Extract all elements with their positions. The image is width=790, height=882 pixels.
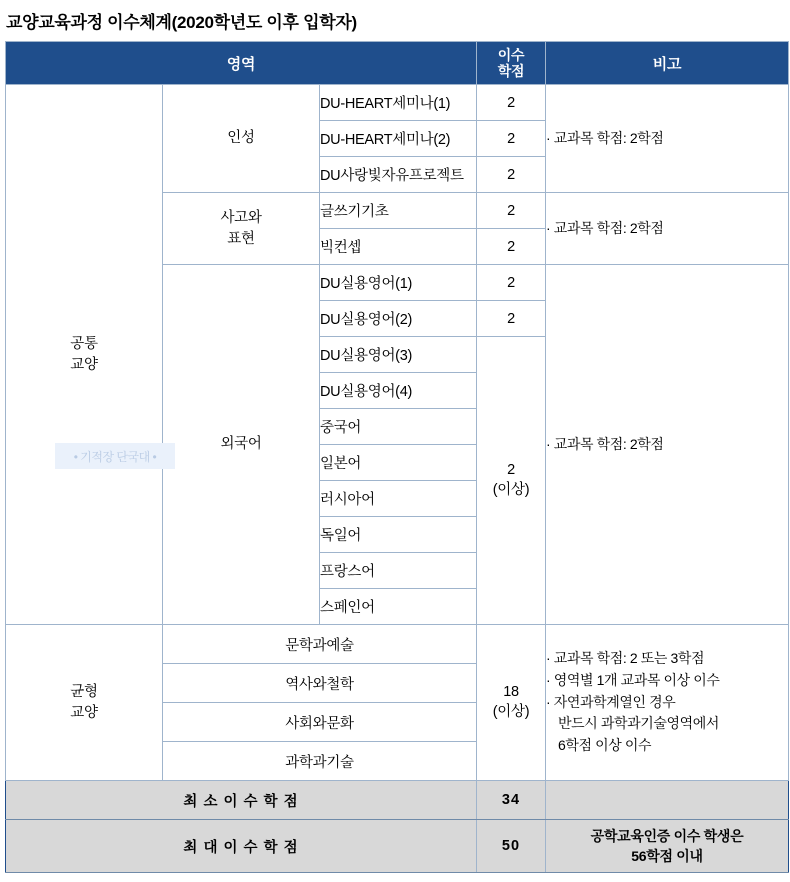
summary-remark-line2: 56학점 이내: [631, 848, 703, 864]
course-credit: 2: [477, 193, 546, 229]
table-header-row: [6, 42, 789, 85]
course-name: DU실용영어(4): [320, 373, 477, 409]
column-header-credit: [477, 42, 546, 85]
course-name: DU실용영어(1): [320, 265, 477, 301]
category-balanced-liberal-arts: [6, 625, 163, 781]
summary-remark: [546, 820, 789, 873]
column-header-area: 영역: [6, 42, 477, 85]
group-credit-line1: 2: [507, 461, 515, 478]
course-name: DU사랑빛자유프로젝트: [320, 157, 477, 193]
remark-balanced: [546, 625, 789, 781]
summary-row-maximum: [6, 820, 789, 873]
group-credit-line1: 18: [503, 683, 519, 700]
course-name: 독일어: [320, 517, 477, 553]
subcategory-foreign-language: 외국어: [163, 265, 320, 625]
course-name: 프랑스어: [320, 553, 477, 589]
course-credit: 2: [477, 121, 546, 157]
column-header-remark: 비고: [546, 42, 789, 85]
remark-thinking-expression: · 교과목 학점: 2학점: [546, 193, 789, 265]
group-credit-foreign-language: [477, 337, 546, 625]
course-name: 역사와철학: [163, 664, 477, 703]
course-name: DU실용영어(3): [320, 337, 477, 373]
remark-line: 6학점 이상 이수: [558, 737, 652, 754]
course-name: 중국어: [320, 409, 477, 445]
course-name: 과학과기술: [163, 742, 477, 781]
remark-line: · 영역별 1개 교과목 이상 이수: [546, 671, 720, 688]
summary-label: 최 대 이 수 학 점: [6, 820, 477, 873]
column-header-credit-line1: 이수: [497, 46, 525, 63]
course-name: 사회와문화: [163, 703, 477, 742]
group-credit-balanced: [477, 625, 546, 781]
table-row: [6, 625, 789, 664]
subcategory-thinking-line2: 표현: [227, 230, 255, 247]
category-common-line2: 교양: [70, 356, 98, 373]
course-credit: 2: [477, 301, 546, 337]
course-name: DU-HEART세미나(1): [320, 85, 477, 121]
group-credit-line2: (이상): [492, 481, 530, 498]
course-credit: 2: [477, 265, 546, 301]
summary-row-minimum: [6, 781, 789, 820]
course-name: 문학과예술: [163, 625, 477, 664]
course-credit: 2: [477, 229, 546, 265]
course-name: DU실용영어(2): [320, 301, 477, 337]
course-credit: 2: [477, 85, 546, 121]
column-header-credit-line2: 학점: [497, 63, 525, 79]
table-row: [6, 85, 789, 121]
course-credit: 2: [477, 157, 546, 193]
course-name: 러시아어: [320, 481, 477, 517]
summary-credit: 34: [477, 781, 546, 820]
group-credit-line2: (이상): [492, 703, 530, 720]
remark-character: · 교과목 학점: 2학점: [546, 85, 789, 193]
course-name: DU-HEART세미나(2): [320, 121, 477, 157]
category-balanced-line1: 균형: [70, 684, 98, 701]
summary-remark-line1: 공학교육인증 이수 학생은: [590, 827, 744, 844]
course-name: 일본어: [320, 445, 477, 481]
course-name: 스페인어: [320, 589, 477, 625]
page-title: 교양교육과정 이수체계(2020학년도 이후 입학자): [6, 13, 357, 32]
remark-line: · 교과목 학점: 2 또는 3학점: [546, 650, 705, 667]
category-common-liberal-arts: [6, 85, 163, 625]
table-header: [6, 42, 789, 85]
subcategory-thinking-line1: 사고와: [220, 210, 262, 227]
curriculum-table: [5, 41, 789, 873]
remark-line: · 자연과학계열인 경우: [546, 693, 676, 710]
summary-label: 최 소 이 수 학 점: [6, 781, 477, 820]
subcategory-character: 인성: [163, 85, 320, 193]
subcategory-thinking-expression: [163, 193, 320, 265]
remark-line: 반드시 과학과기술영역에서: [558, 715, 719, 732]
course-name: 빅컨셉: [320, 229, 477, 265]
remark-foreign-language: · 교과목 학점: 2학점: [546, 265, 789, 625]
category-balanced-line2: 교양: [70, 704, 98, 721]
table-body: [6, 85, 789, 873]
course-name: 글쓰기기초: [320, 193, 477, 229]
category-common-line1: 공통: [70, 336, 98, 353]
watermark: • 기적장 단국대 •: [55, 443, 175, 469]
summary-credit: 50: [477, 820, 546, 873]
summary-remark: [546, 781, 789, 820]
